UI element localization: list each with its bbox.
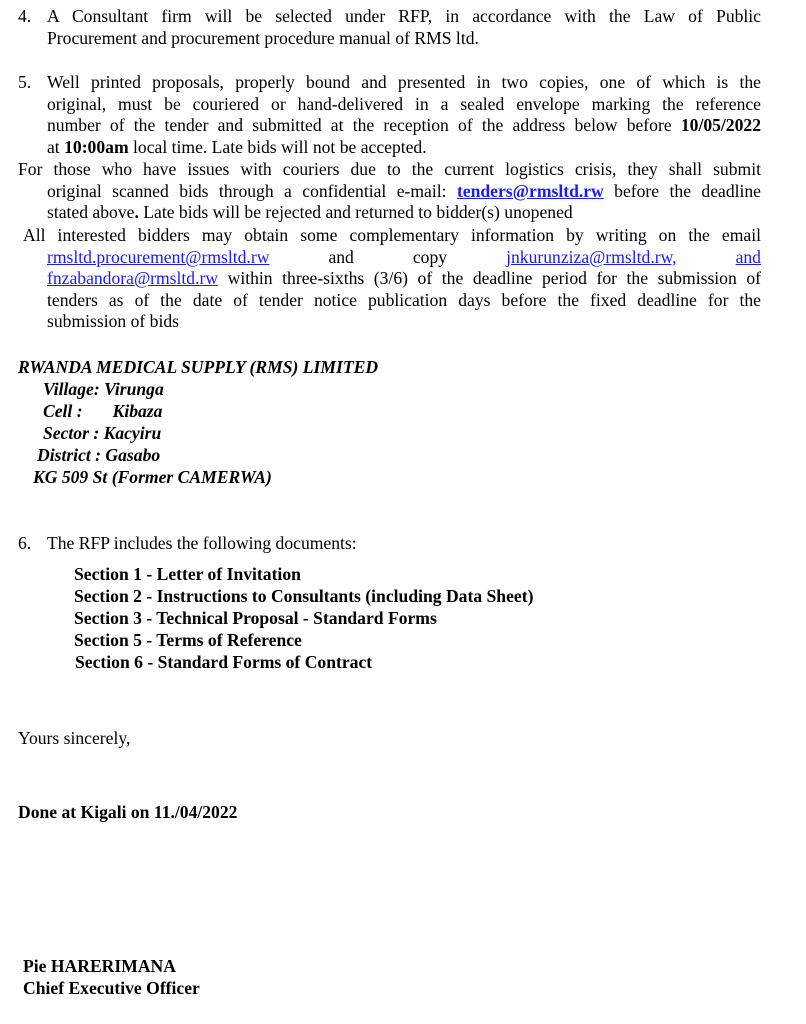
item-5-line-4 bbox=[47, 137, 761, 159]
item-5-number: 5. bbox=[18, 72, 32, 92]
item-5-line-3-text: number of the tender and submitted at the reception of the address below before bbox=[47, 115, 672, 136]
section-list-item: Section 5 - Terms of Reference bbox=[74, 630, 302, 650]
deadline-date: 10/05/2022 bbox=[680, 115, 761, 136]
item-5 bbox=[18, 72, 761, 158]
couriers-line-2-pre: original scanned bids through a confidential e-mail: bbox=[47, 180, 447, 201]
item-5-line-1: Well printed proposals, properly bound and presented in two copies, one of which is the bbox=[47, 72, 761, 92]
item-5-line-4-post: local time. Late bids will not be accepted. bbox=[133, 136, 427, 157]
info-and-link[interactable]: and bbox=[735, 246, 761, 267]
signatory-title: Chief Executive Officer bbox=[23, 978, 200, 998]
info-and: and bbox=[328, 246, 354, 267]
salutation: Yours sincerely, bbox=[18, 728, 131, 748]
address-cell-value: Kibaza bbox=[112, 401, 163, 421]
couriers-line-2-post: before the deadline bbox=[614, 180, 761, 201]
info-paragraph bbox=[23, 225, 761, 333]
info-line-3 bbox=[47, 268, 761, 290]
item-4-line-1: A Consultant firm will be selected under RFP, in accordance with the Law of Public bbox=[47, 6, 761, 26]
info-line-2 bbox=[47, 247, 761, 269]
address-district: District : Gasabo bbox=[37, 445, 161, 465]
couriers-line-3-pre: stated above bbox=[47, 202, 135, 223]
info-line-1: All interested bidders may obtain some complementary information by writing on the email bbox=[23, 225, 761, 245]
address-org: RWANDA MEDICAL SUPPLY (RMS) LIMITED bbox=[18, 357, 379, 377]
procurement-email-link[interactable]: rmsltd.procurement@rmsltd.rw bbox=[47, 246, 270, 267]
done-at: Done at Kigali on 11./04/2022 bbox=[18, 802, 238, 822]
item-6-intro: The RFP includes the following documents: bbox=[47, 533, 357, 553]
item-4-number: 4. bbox=[18, 6, 32, 26]
section-list-item: Section 2 - Instructions to Consultants (including Data Sheet) bbox=[74, 586, 534, 606]
item-4 bbox=[18, 6, 761, 49]
couriers-paragraph bbox=[18, 159, 761, 224]
address-street: KG 509 St (Former CAMERWA) bbox=[33, 467, 272, 487]
item-6-number: 6. bbox=[18, 533, 32, 553]
item-5-line-4-pre: at bbox=[47, 136, 60, 157]
jnkurunziza-email-link[interactable]: jnkurunziza@rmsltd.rw, bbox=[506, 246, 677, 267]
couriers-line-3 bbox=[47, 202, 761, 224]
couriers-line-1: For those who have issues with couriers due to the current logistics crisis, they shall submit bbox=[18, 159, 761, 179]
fnzabandora-email-link[interactable]: fnzabandora@rmsltd.rw bbox=[47, 268, 219, 289]
signatory-name: Pie HARERIMANA bbox=[23, 956, 176, 976]
address-village: Village: Virunga bbox=[43, 379, 164, 399]
address-cell-label: Cell : bbox=[43, 401, 83, 421]
address-cell bbox=[43, 401, 162, 423]
item-5-line-2: original, must be couriered or hand-delivered in a sealed envelope marking the reference bbox=[47, 93, 761, 114]
item-4-line-2: Procurement and procurement procedure manual of RMS ltd. bbox=[47, 27, 479, 48]
couriers-line-2 bbox=[47, 181, 761, 203]
section-list-item: Section 3 - Technical Proposal - Standard Forms bbox=[74, 608, 437, 628]
item-5-line-3 bbox=[47, 115, 761, 137]
couriers-line-3-dot: . bbox=[134, 202, 139, 223]
section-list-item: Section 1 - Letter of Invitation bbox=[74, 564, 301, 584]
section-list-item: Section 6 - Standard Forms of Contract bbox=[75, 652, 373, 672]
deadline-time: 10:00am bbox=[64, 136, 129, 157]
couriers-line-3-post: Late bids will be rejected and returned to bidder(s) unopened bbox=[143, 202, 573, 223]
tenders-email-link[interactable]: tenders@rmsltd.rw bbox=[456, 180, 604, 201]
address-sector: Sector : Kacyiru bbox=[43, 423, 162, 443]
info-line-4: tenders as of the date of tender notice publication days before the fixed deadline for the bbox=[47, 289, 761, 310]
info-line-5: submission of bids bbox=[47, 311, 179, 332]
info-copy: copy bbox=[412, 246, 448, 267]
info-line-3-post: within three-sixths (3/6) of the deadline period for the submission of bbox=[227, 268, 761, 289]
